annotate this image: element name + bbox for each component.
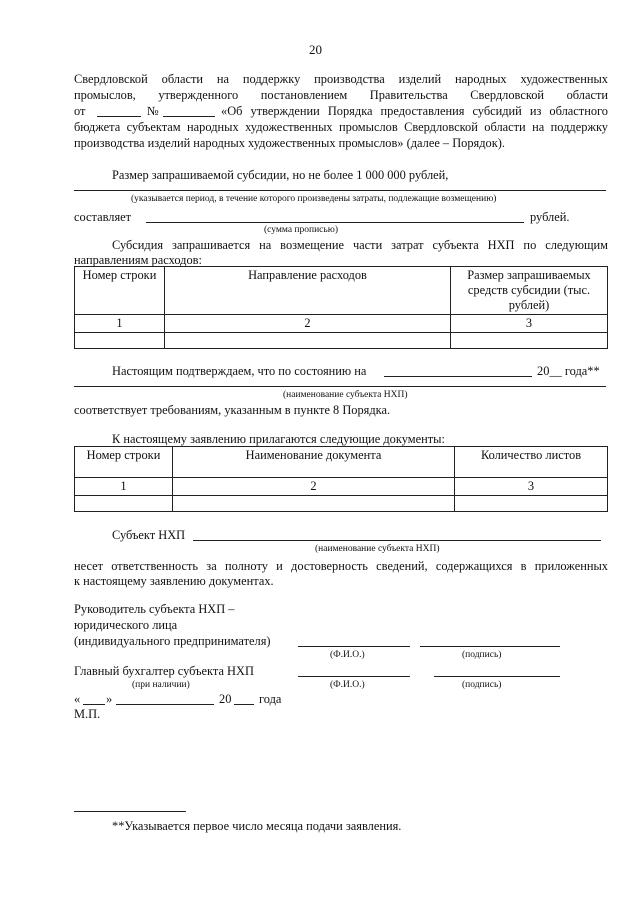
table-cell[interactable]	[455, 496, 608, 512]
col-number-2: 2	[165, 315, 451, 333]
confirm-year: 20__ года**	[537, 364, 600, 378]
table-row-empty	[75, 333, 608, 349]
header-row-number: Номер строки	[75, 447, 173, 478]
intro-line-3: «Об утверждении Порядка предоставления субсидий из областного	[221, 104, 608, 118]
responsibility-line-1: несет ответственность за полноту и достоверность сведений, содержащихся в приложенных	[74, 559, 608, 573]
date-year-suffix: года	[259, 692, 282, 706]
col-number-1: 1	[75, 315, 165, 333]
header-expense-direction: Направление расходов	[165, 267, 451, 315]
head-sign-hint: (подпись)	[462, 650, 502, 660]
accountant-fio-blank[interactable]	[298, 676, 410, 677]
head-line-3: (индивидуального предпринимателя)	[74, 634, 271, 648]
amount-suffix: рублей.	[530, 210, 570, 224]
table-row	[75, 315, 608, 333]
documents-table	[74, 446, 608, 512]
table-row-empty	[75, 496, 608, 512]
year-blank[interactable]	[234, 704, 254, 705]
date-close-quote: »	[106, 692, 113, 706]
confirm-text: Настоящим подтверждаем, что по состоянию на	[112, 364, 367, 378]
header-sheet-count: Количество листов	[455, 447, 608, 478]
table-cell[interactable]	[451, 333, 608, 349]
footnote: **Указывается первое число месяца подачи заявления.	[112, 819, 402, 833]
col-number-1: 1	[75, 478, 173, 496]
head-fio-blank[interactable]	[298, 646, 410, 647]
head-line-1: Руководитель субъекта НХП –	[74, 602, 235, 616]
amount-blank[interactable]	[146, 222, 524, 223]
head-line-2: юридического лица	[74, 618, 178, 632]
amount-hint: (сумма прописью)	[264, 225, 338, 235]
header-document-name: Наименование документа	[173, 447, 455, 478]
intro-line-5: производства изделий народных художественных промыслов» (далее – Порядок).	[74, 136, 505, 150]
head-signature-blank[interactable]	[420, 646, 560, 647]
accountant-sign-hint: (подпись)	[462, 680, 502, 690]
date-year-prefix: 20	[219, 692, 232, 706]
header-row-number: Номер строки	[75, 267, 165, 315]
col-number-3: 3	[451, 315, 608, 333]
subject-name-hint: (наименование субъекта НХП)	[315, 544, 440, 554]
accountant-fio-hint: (Ф.И.О.)	[330, 680, 365, 690]
date-open-quote: «	[74, 692, 81, 706]
intro-line-4: бюджета субъектам народных художественных промыслов Свердловской области на поддержку	[74, 120, 608, 134]
table-row	[75, 478, 608, 496]
docs-intro: К настоящему заявлению прилагаются следующие документы:	[112, 432, 445, 446]
footnote-divider	[74, 811, 186, 812]
table-header-row	[75, 267, 608, 315]
table-header-row	[75, 447, 608, 478]
confirm-complies: соответствует требованиям, указанным в пункте 8 Порядка.	[74, 403, 391, 417]
period-hint: (указывается период, в течение которого произведены затраты, подлежащие возмещению)	[131, 194, 497, 204]
head-fio-hint: (Ф.И.О.)	[330, 650, 365, 660]
period-blank[interactable]	[74, 190, 606, 191]
intro-line-1: Свердловской области на поддержку производства изделий народных художественных	[74, 72, 608, 86]
confirm-name-hint: (наименование субъекта НХП)	[283, 390, 408, 400]
page-number: 20	[309, 42, 322, 57]
header-subsidy-amount: Размер запрашиваемых средств субсидии (тыс. рублей)	[451, 267, 608, 315]
request-line-1: Субсидия запрашивается на возмещение части затрат субъекта НХП по следующим	[112, 238, 608, 252]
stamp-placeholder: М.П.	[74, 707, 101, 721]
month-blank[interactable]	[116, 704, 214, 705]
intro-line-2: промыслов, утвержденного постановлением Правительства Свердловской области	[74, 88, 608, 102]
day-blank[interactable]	[83, 704, 105, 705]
request-line-2: направлениям расходов:	[74, 253, 202, 267]
confirm-date-blank[interactable]	[384, 376, 532, 377]
col-number-3: 3	[455, 478, 608, 496]
accountant-signature-blank[interactable]	[434, 676, 560, 677]
table-cell[interactable]	[75, 496, 173, 512]
subject-label: Субъект НХП	[112, 528, 186, 542]
accountant-label: Главный бухгалтер субъекта НХП	[74, 664, 254, 678]
confirm-name-blank[interactable]	[74, 386, 606, 387]
col-number-2: 2	[173, 478, 455, 496]
table-cell[interactable]	[75, 333, 165, 349]
accountant-if-any: (при наличии)	[132, 680, 190, 690]
intro-number-sign: №	[147, 104, 159, 118]
amount-prefix: составляет	[74, 210, 132, 224]
expense-table	[74, 266, 608, 349]
table-cell[interactable]	[165, 333, 451, 349]
subject-name-blank[interactable]	[193, 540, 601, 541]
subsidy-size-text: Размер запрашиваемой субсидии, но не более 1 000 000 рублей,	[112, 168, 449, 182]
number-blank[interactable]	[163, 116, 215, 117]
intro-from: от	[74, 104, 86, 118]
date-blank[interactable]	[97, 116, 141, 117]
responsibility-line-2: к настоящему заявлению документах.	[74, 574, 274, 588]
table-cell[interactable]	[173, 496, 455, 512]
